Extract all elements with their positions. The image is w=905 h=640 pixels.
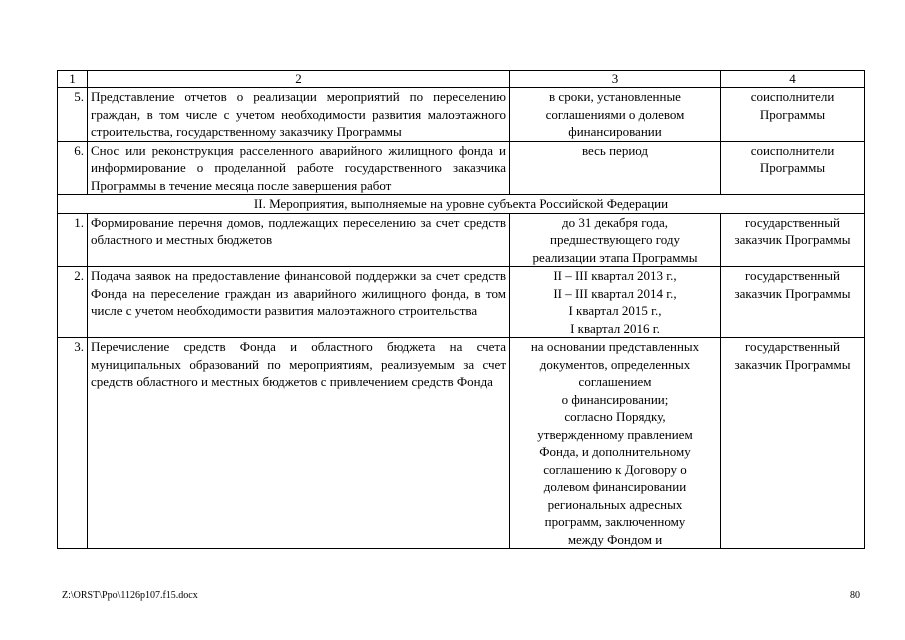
executor-line: государственный: [745, 214, 840, 230]
term-line: долевом финансировании: [543, 479, 687, 494]
measure-text: Представление отчетов о реализации мероприятий по переселению граждан, в том числе с учетом необходимости развития малоэтажного строительства, государственному заказчику Программы: [88, 88, 510, 142]
term-line: реализации этапа Программы: [532, 249, 698, 265]
term-cell: [510, 267, 721, 338]
executor-line: заказчик Программы: [734, 356, 851, 372]
header-row: [58, 71, 865, 88]
term-line: в сроки, установленные: [549, 89, 681, 104]
term-line: между Фондом и: [567, 531, 663, 547]
term-line: предшествующего году: [550, 232, 680, 247]
measure-text: Подача заявок на предоставление финансовой поддержки за счет средств Фонда на переселение граждан из аварийного жилищного фонда, в том числе с учетом необходимости развития малоэтажного строительства: [88, 267, 510, 338]
table-row: [58, 338, 865, 549]
executor-line: Программы: [759, 160, 826, 175]
header-cell-4: 4: [721, 71, 865, 88]
executor-line: государственный: [745, 339, 840, 354]
page-number: 80: [850, 590, 860, 601]
term-cell: [510, 338, 721, 549]
table-row: [58, 88, 865, 142]
term-line: весь период: [581, 142, 649, 158]
executor-line: государственный: [745, 268, 840, 283]
executor-line: заказчик Программы: [734, 285, 851, 301]
measures-table: [57, 70, 865, 549]
executor-line: заказчик Программы: [734, 232, 851, 247]
row-number: 1.: [58, 213, 88, 267]
section-title: II. Мероприятия, выполняемые на уровне субъекта Российской Федерации: [58, 195, 865, 214]
term-line: соглашению к Договору о: [543, 461, 687, 477]
header-cell-2: 2: [88, 71, 510, 88]
term-cell: [510, 141, 721, 195]
term-line: I квартал 2016 г.: [570, 320, 660, 336]
table-row: [58, 141, 865, 195]
measure-text: Снос или реконструкция расселенного аварийного жилищного фонда и информирование о проделанной работе государственного заказчика Программы в течение месяца после завершения работ: [88, 141, 510, 195]
executor-cell: [721, 267, 865, 338]
row-number: 5.: [58, 88, 88, 142]
row-number: 6.: [58, 141, 88, 195]
executor-line: Программы: [759, 106, 826, 122]
table-row: [58, 213, 865, 267]
term-line: программ, заключенному: [544, 514, 686, 529]
header-cell-1: 1: [58, 71, 88, 88]
executor-cell: [721, 213, 865, 267]
table-row: [58, 267, 865, 338]
term-line: финансировании: [568, 124, 662, 139]
executor-line: соисполнители: [750, 142, 835, 158]
row-number: 3.: [58, 338, 88, 549]
footer-file-path: Z:\ORST\Ppo\1126p107.f15.docx: [62, 590, 198, 601]
term-cell: [510, 213, 721, 267]
header-cell-3: 3: [510, 71, 721, 88]
term-line: утвержденному правлением: [537, 426, 693, 442]
term-line: на основании представленных: [530, 339, 700, 354]
measure-text: Формирование перечня домов, подлежащих переселению за счет средств областного и местных бюджетов: [88, 213, 510, 267]
section-row: [58, 195, 865, 214]
term-line: региональных адресных: [547, 496, 683, 512]
term-line: соглашением: [578, 374, 652, 389]
executor-line: соисполнители: [750, 89, 835, 104]
term-cell: [510, 88, 721, 142]
executor-cell: [721, 338, 865, 549]
term-line: I квартал 2015 г.,: [568, 303, 662, 318]
term-line: о финансировании;: [561, 391, 669, 407]
term-line: II – III квартал 2013 г.,: [553, 268, 677, 283]
executor-cell: [721, 88, 865, 142]
term-line: соглашениями о долевом: [545, 106, 685, 122]
term-line: II – III квартал 2014 г.,: [553, 285, 677, 301]
executor-cell: [721, 141, 865, 195]
term-line: согласно Порядку,: [564, 409, 666, 424]
term-line: документов, определенных: [539, 356, 691, 372]
measure-text: Перечисление средств Фонда и областного бюджета на счета муниципальных образований по мероприятиям, реализуемым за счет средств областного и местных бюджетов с привлечением средств Фонда: [88, 338, 510, 549]
term-line: до 31 декабря года,: [562, 214, 668, 230]
row-number: 2.: [58, 267, 88, 338]
term-line: Фонда, и дополнительному: [539, 444, 691, 459]
